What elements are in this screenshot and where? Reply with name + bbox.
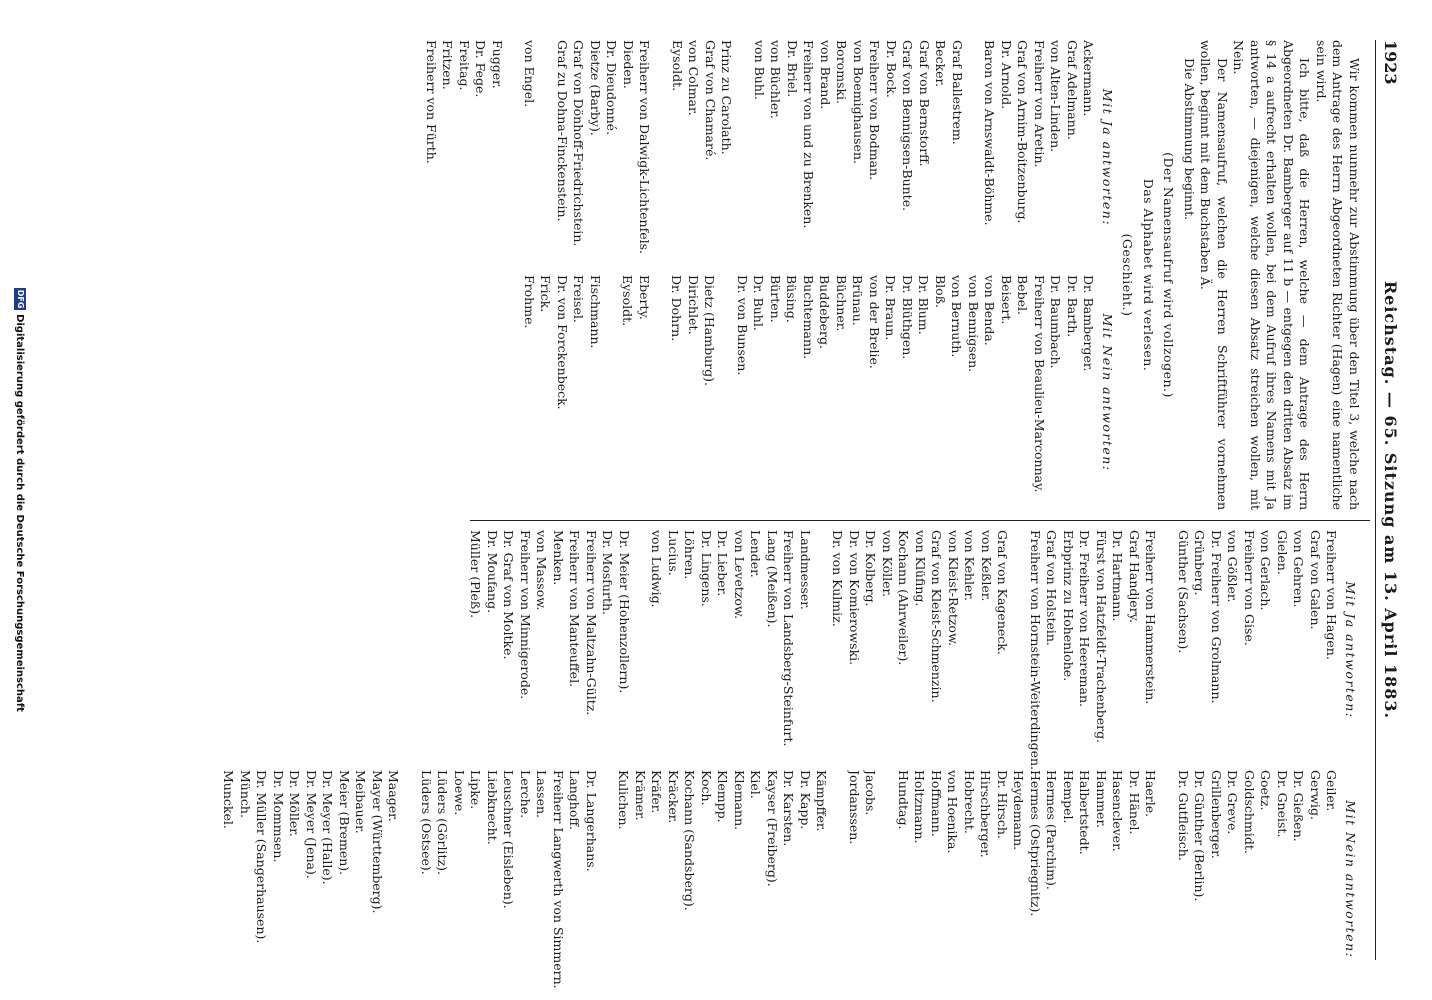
vote-lists-right bbox=[220, 530, 1358, 989]
list-spacer bbox=[402, 770, 418, 989]
intro-paragraph: Die Abstimmung beginnt. bbox=[1182, 58, 1197, 221]
vote-lists-left bbox=[423, 40, 1116, 510]
member-name: Bebel. bbox=[1015, 275, 1031, 315]
member-name: Dr. Mommsen. bbox=[271, 770, 286, 863]
member-name: Dr. Lingens. bbox=[699, 530, 714, 607]
member-name: Haerle. bbox=[1143, 770, 1159, 818]
member-name: Menken. bbox=[551, 530, 566, 586]
member-name: Meier (Bremen). bbox=[337, 770, 352, 876]
member-name: Kämpffer. bbox=[814, 770, 830, 832]
member-name: von Gößler. bbox=[1225, 530, 1241, 603]
member-name: Langhoff. bbox=[567, 770, 583, 830]
member-name: Dr. Meyer (Jena). bbox=[304, 770, 319, 879]
member-name: Koch. bbox=[699, 770, 714, 806]
member-name: Jordanssen. bbox=[847, 770, 862, 845]
member-name: Dr. Graf von Moltke. bbox=[501, 530, 517, 660]
member-name: Lender. bbox=[748, 530, 764, 578]
member-name: Eysoldt. bbox=[620, 275, 636, 327]
member-name: Hasenclever. bbox=[1110, 770, 1126, 852]
member-name: Dr. Meier (Hohenzollern). bbox=[617, 530, 632, 694]
member-name: Maager. bbox=[386, 770, 402, 822]
member-name: Dietz (Hamburg). bbox=[702, 275, 718, 386]
member-name: Graf von Bernstorff. bbox=[917, 40, 932, 167]
member-name: Lassen. bbox=[534, 770, 550, 819]
member-name: Freisel. bbox=[571, 275, 587, 323]
member-name: von Levetzow. bbox=[732, 530, 747, 620]
member-name: Lüders (Görlitz). bbox=[435, 770, 451, 875]
member-name: Dr. von Komierowski. bbox=[847, 530, 862, 666]
digitization-footer bbox=[6, 0, 26, 1000]
member-name: Geiler. bbox=[1324, 770, 1340, 812]
ja-heading: Mit Ja antworten: bbox=[1100, 88, 1115, 227]
member-name: Freiherr von Bodman. bbox=[867, 40, 883, 181]
member-name: Dr. Gutfleisch. bbox=[1176, 770, 1191, 861]
member-name: Dr. Meyer (Halle). bbox=[320, 770, 336, 885]
list-spacer bbox=[603, 275, 619, 510]
member-name: Freiherr von Gise. bbox=[1242, 530, 1257, 646]
member-name: Dr. Hänel. bbox=[1127, 770, 1142, 835]
nein-list-right bbox=[220, 770, 1358, 989]
member-name: Dieden. bbox=[621, 40, 636, 89]
member-name: Halbertstedt. bbox=[1077, 770, 1093, 855]
member-name: Dr. Blum. bbox=[916, 275, 932, 335]
member-name: Münch. bbox=[238, 770, 253, 818]
member-name: Dr. Baumbach. bbox=[1048, 275, 1064, 369]
dfg-logo: DFG bbox=[16, 289, 25, 309]
name-list bbox=[220, 770, 1340, 989]
member-name: von Buhl. bbox=[752, 40, 767, 100]
member-name: Loewe. bbox=[452, 770, 467, 816]
intro-paragraph: Ich bitte, daß die Herren, welche — dem Antrage des Herrn Abgeordneten Dr. Bamberger auf 11 b — entgegen den dritten Absatz im § 14 a aufrecht erhalten wollen, bei dem Aufruf ihres Namens mit Ja antworten, — diejenigen, welche diesen Absatz streichen wollen, mit Nein. bbox=[1231, 40, 1313, 510]
member-name: von Bernuth. bbox=[949, 275, 965, 358]
intro-paragraph: Wir kommen nunmehr zur Abstimmung über den Titel 3, welche nach dem Antrage des Herrn Abgeordneten Richter (Hagen) eine namentliche sein wird. bbox=[1314, 40, 1362, 510]
member-name: Dr. Greve. bbox=[1225, 770, 1241, 835]
ja-list-left bbox=[423, 40, 1116, 275]
member-name: Munckel. bbox=[221, 770, 237, 829]
member-name: von Boemighausen. bbox=[851, 40, 866, 164]
member-name: Kochann (Ahrweiler). bbox=[896, 530, 912, 666]
member-name: Grünberg. bbox=[1192, 530, 1208, 596]
member-name: Goetz. bbox=[1258, 770, 1274, 811]
member-name: Fischmann. bbox=[588, 275, 603, 349]
member-name: Hirschberger. bbox=[978, 770, 994, 858]
member-name: von Klüfing. bbox=[913, 530, 928, 607]
member-name: Dr. Hartmann. bbox=[1110, 530, 1126, 622]
list-spacer bbox=[879, 770, 895, 989]
member-name: von Massow. bbox=[534, 530, 550, 611]
member-name: Freiherr von Hagen. bbox=[1324, 530, 1340, 660]
member-name: Graf von Kageneck. bbox=[995, 530, 1011, 655]
intro-paragraph: Der Namensaufruf, welchen die Herren Schriftführer vornehmen wollen, beginnt mit dem Buchstaben Ä. bbox=[1198, 40, 1230, 510]
member-name: Lipke. bbox=[468, 770, 484, 810]
member-name: Krämer. bbox=[633, 770, 648, 821]
nein-heading: Mit Nein antworten: bbox=[1100, 313, 1115, 472]
member-name: Freiherr von Dalwigk-Lichtenfels. bbox=[637, 40, 653, 255]
member-name: Hermes (Ostpriegnitz). bbox=[1028, 770, 1043, 917]
member-name: Löhren. bbox=[682, 530, 698, 580]
member-name: Ackermann. bbox=[1081, 40, 1097, 117]
member-name: Dr. Karsten. bbox=[781, 770, 797, 847]
member-name: Hempel. bbox=[1061, 770, 1076, 824]
member-name: Freiherr von und zu Brenken. bbox=[801, 40, 817, 229]
member-name: Freiherr von Manteuffel. bbox=[567, 530, 583, 688]
nein-list-left bbox=[423, 275, 1116, 510]
member-name: Müller (Pleß). bbox=[468, 530, 484, 619]
member-name: Kayser (Freiberg). bbox=[765, 770, 780, 887]
member-name: Klemann. bbox=[732, 770, 747, 831]
list-spacer bbox=[505, 40, 521, 275]
member-name: Graf Ballestrem. bbox=[950, 40, 965, 145]
member-name: Boromski. bbox=[834, 40, 850, 105]
member-name: Dr. Langerhans. bbox=[584, 770, 599, 872]
ja-heading: Mit Ja antworten: bbox=[1343, 581, 1358, 719]
member-name: Dr. Kapp. bbox=[798, 770, 813, 830]
member-name: Dr. Buhl. bbox=[751, 275, 767, 331]
member-name: Erbprinz zu Hohenlohe. bbox=[1061, 530, 1076, 682]
member-name: Freiherr von Fürth. bbox=[424, 40, 439, 164]
member-name: Meibauer. bbox=[353, 770, 369, 834]
member-name: Heydemann. bbox=[1011, 770, 1027, 851]
page-title: Reichstag. — 65. Sitzung am 13. April 1883. bbox=[1381, 280, 1400, 720]
member-name: Dr. Bock. bbox=[884, 40, 899, 98]
member-name: Buddeberg. bbox=[817, 275, 833, 349]
member-name: von Köller. bbox=[880, 530, 895, 598]
member-name: Dr. Möller. bbox=[287, 770, 303, 837]
member-name: Dr. Blüthgen. bbox=[900, 275, 915, 360]
member-name: Liebknecht. bbox=[485, 770, 500, 845]
member-name: Dr. Freiherr von Grolmann. bbox=[1209, 530, 1224, 704]
member-name: Dr. Lieber. bbox=[715, 530, 731, 597]
member-name: Hundtag. bbox=[896, 770, 911, 830]
list-spacer bbox=[830, 770, 846, 989]
ja-list-right bbox=[220, 530, 1358, 770]
name-list bbox=[521, 275, 1097, 510]
member-name: Dr. Fege. bbox=[473, 40, 489, 98]
procedure-note: (Geschieht.) bbox=[1120, 233, 1136, 317]
member-name: Dr. Müller (Sangerhausen). bbox=[254, 770, 270, 944]
member-name: Goldschmidt. bbox=[1242, 770, 1257, 854]
name-list bbox=[467, 530, 1340, 770]
member-name: Jacobs. bbox=[863, 770, 879, 816]
member-name: Lüders (Ostsee). bbox=[419, 770, 434, 875]
member-name: von Engel. bbox=[522, 40, 538, 108]
list-spacer bbox=[813, 530, 829, 770]
member-name: Dr. Hirsch. bbox=[995, 770, 1010, 839]
member-name: Freiherr von Aretin. bbox=[1032, 40, 1047, 168]
member-name: Dr. Dieudonné. bbox=[604, 40, 620, 136]
member-name: Hermes (Parchim). bbox=[1044, 770, 1060, 890]
member-name: Grillenberger. bbox=[1209, 770, 1224, 859]
list-spacer bbox=[652, 275, 668, 510]
member-name: Prinz zu Carolath. bbox=[719, 40, 735, 155]
member-name: Hoffmann. bbox=[929, 770, 944, 837]
list-spacer bbox=[538, 40, 554, 275]
list-spacer bbox=[653, 40, 669, 275]
member-name: Dr. Kolberg. bbox=[863, 530, 879, 607]
list-spacer bbox=[1159, 770, 1175, 989]
member-name: von Colmar. bbox=[686, 40, 702, 116]
member-name: von Bennigsen. bbox=[966, 275, 981, 373]
procedure-note: (Der Namensaufruf wird vollzogen.) bbox=[1161, 152, 1177, 398]
member-name: Landmesser. bbox=[798, 530, 813, 610]
member-name: Lang (Meißen). bbox=[765, 530, 780, 628]
list-spacer bbox=[1011, 530, 1027, 770]
column-divider bbox=[470, 520, 1370, 521]
member-name: Dr. von Forckenbeck. bbox=[555, 275, 570, 410]
member-name: von Kehler. bbox=[962, 530, 978, 602]
member-name: Freiherr von Maltzahn-Gültz. bbox=[584, 530, 599, 716]
member-name: Freiherr von Beaulieu-Marconnay. bbox=[1032, 275, 1047, 493]
member-name: Frick. bbox=[538, 275, 554, 313]
member-name: Kiel. bbox=[748, 770, 764, 799]
member-name: Dr. von Kulmiz. bbox=[830, 530, 846, 627]
member-name: Holtzmann. bbox=[912, 770, 928, 844]
member-name: von Ludwig. bbox=[649, 530, 665, 608]
member-name: Dr. Arnold. bbox=[999, 40, 1014, 110]
member-name: Graf von Holstein. bbox=[1044, 530, 1060, 646]
member-name: Dietze (Barby). bbox=[588, 40, 603, 136]
member-name: Dr. Dohrn. bbox=[669, 275, 685, 342]
member-name: Graf von Arnim-Boitzenburg. bbox=[1015, 40, 1031, 224]
member-name: Beisert. bbox=[999, 275, 1014, 325]
member-name: Dr. Briel. bbox=[785, 40, 800, 98]
member-name: Graf von Galen. bbox=[1308, 530, 1323, 630]
member-name: Dr. Mosfurth. bbox=[600, 530, 616, 616]
member-name: von Benda. bbox=[982, 275, 998, 346]
member-name: Freiherr von Landsberg-Steinfurt. bbox=[781, 530, 797, 747]
member-name: Dr. Barth. bbox=[1065, 275, 1080, 338]
member-name: von Keßler. bbox=[979, 530, 994, 602]
list-spacer bbox=[1159, 530, 1175, 770]
footer-text: Digitalisierung gefördert durch die Deutsche Forschungsgemeinschaft bbox=[14, 314, 25, 712]
member-name: Dr. Bamberger. bbox=[1081, 275, 1097, 372]
member-name: von Alten-Linden. bbox=[1048, 40, 1064, 153]
member-name: Kräcker. bbox=[666, 770, 681, 824]
member-name: Gielen. bbox=[1275, 530, 1290, 575]
member-name: Dr. Moufang. bbox=[485, 530, 500, 614]
name-list bbox=[423, 40, 1097, 275]
member-name: Buchtemann. bbox=[801, 275, 816, 360]
list-spacer bbox=[632, 530, 648, 770]
page-number: 1923 bbox=[1381, 40, 1400, 85]
member-name: von Gerlach. bbox=[1258, 530, 1274, 611]
member-name: Lucius. bbox=[666, 530, 681, 576]
member-name: Graf zu Dohna-Finckenstein. bbox=[555, 40, 570, 222]
member-name: von Brand. bbox=[818, 40, 833, 110]
intro-text bbox=[1181, 40, 1363, 510]
list-spacer bbox=[718, 275, 734, 510]
member-name: Lerche. bbox=[518, 770, 533, 819]
member-name: Eysoldt. bbox=[670, 40, 685, 92]
member-name: Graf von Chamaré. bbox=[703, 40, 718, 161]
list-spacer bbox=[735, 40, 751, 275]
member-name: von der Brelie. bbox=[867, 275, 882, 369]
member-name: Kräfer. bbox=[649, 770, 665, 814]
member-name: Fürst von Hatzfeldt-Trachenberg. bbox=[1094, 530, 1109, 744]
procedure-note: Das Alphabet wird verlesen. bbox=[1141, 178, 1156, 372]
member-name: Dr. Braun. bbox=[883, 275, 899, 341]
member-name: Graf von Dönhoff-Friedrichstein. bbox=[571, 40, 587, 247]
member-name: Graf Adelmann. bbox=[1065, 40, 1080, 140]
member-name: Graf Handjery. bbox=[1127, 530, 1142, 624]
member-name: Fritzen. bbox=[440, 40, 456, 90]
member-name: Büchner. bbox=[834, 275, 849, 332]
member-name: Eberty. bbox=[637, 275, 652, 320]
member-name: Fugger. bbox=[490, 40, 505, 89]
member-name: Freiherr von Hornstein-Weiterdingen. bbox=[1028, 530, 1043, 770]
member-name: Freiherr Langwerth von Simmern. bbox=[551, 770, 566, 989]
member-name: Günther (Sachsen). bbox=[1176, 530, 1191, 654]
member-name: von Büchler. bbox=[768, 40, 784, 119]
member-name: Leuschner (Eisleben). bbox=[501, 770, 517, 909]
right-column bbox=[220, 530, 1362, 989]
member-name: Freiherr von Minnigerode. bbox=[518, 530, 533, 700]
member-name: Bürten. bbox=[768, 275, 783, 323]
member-name: Kulichen. bbox=[616, 770, 632, 830]
member-name: Graf von Kleist-Schmenzin. bbox=[929, 530, 945, 703]
member-name: Freiherr von Hammerstein. bbox=[1143, 530, 1159, 705]
member-name: Dr. Gneist. bbox=[1275, 770, 1290, 838]
member-name: Dr. von Bunsen. bbox=[735, 275, 750, 376]
nein-heading: Mit Nein antworten: bbox=[1343, 800, 1358, 959]
member-name: Frohme. bbox=[522, 275, 537, 329]
member-name: Dr. Günther (Berlin). bbox=[1192, 770, 1208, 902]
member-name: von Kleist-Retzow. bbox=[946, 530, 961, 647]
member-name: Brünau. bbox=[850, 275, 866, 326]
page-header bbox=[1375, 40, 1402, 960]
member-name: Dr. Freiherr von Heereman. bbox=[1077, 530, 1093, 707]
member-name: Büsing. bbox=[784, 275, 800, 323]
member-name: Freitag. bbox=[457, 40, 472, 91]
member-name: Mayer (Württemberg). bbox=[370, 770, 385, 914]
member-name: Klempp. bbox=[715, 770, 731, 823]
member-name: von Hoenika. bbox=[945, 770, 961, 854]
member-name: Gerwig. bbox=[1308, 770, 1323, 821]
member-name: Becker. bbox=[933, 40, 949, 88]
member-name: von Gehren. bbox=[1291, 530, 1307, 608]
member-name: Kochann (Sandsberg). bbox=[682, 770, 698, 911]
member-name: Hobrecht. bbox=[962, 770, 977, 834]
member-name: Bloß. bbox=[933, 275, 948, 309]
member-name: Graf von Bennigsen-Bunte. bbox=[900, 40, 916, 212]
list-spacer bbox=[599, 770, 615, 989]
member-name: Dirichlet. bbox=[686, 275, 701, 335]
left-column bbox=[423, 40, 1363, 510]
member-name: Dr. Gießen. bbox=[1291, 770, 1307, 842]
member-name: Baron von Arnswaldt-Böhme. bbox=[982, 40, 998, 226]
member-name: Hammer. bbox=[1094, 770, 1109, 829]
list-spacer bbox=[965, 40, 981, 275]
